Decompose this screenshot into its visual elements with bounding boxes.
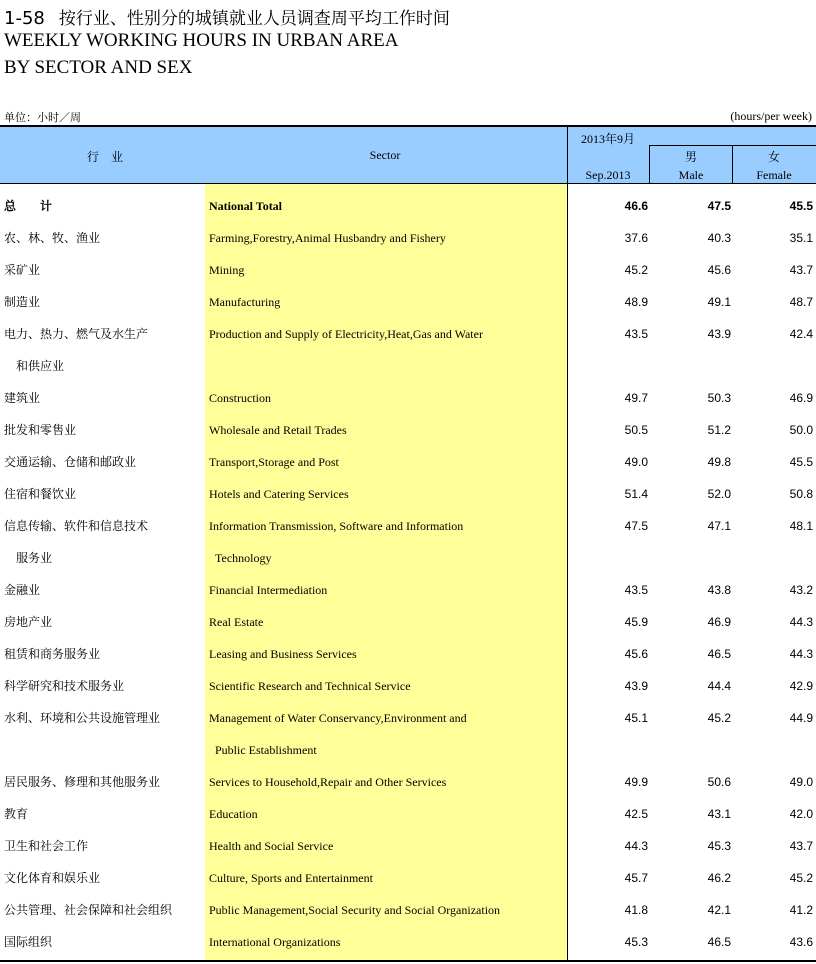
top-rule bbox=[0, 125, 816, 127]
value-male: 46.2 bbox=[707, 871, 731, 885]
value-male: 49.1 bbox=[707, 295, 731, 309]
value-female: 45.5 bbox=[789, 455, 813, 469]
value-total: 45.7 bbox=[624, 871, 648, 885]
table-row-continuation bbox=[0, 734, 816, 766]
sector-name-cn-cont: 和供应业 bbox=[16, 359, 65, 373]
sector-name-cn: 建筑业 bbox=[4, 391, 41, 405]
sector-name-en-cont: Technology bbox=[215, 551, 272, 565]
value-male: 46.9 bbox=[707, 615, 731, 629]
sector-name-cn: 农、林、牧、渔业 bbox=[4, 231, 101, 245]
sector-name-cn: 交通运输、仓储和邮政业 bbox=[4, 455, 137, 469]
value-female: 48.1 bbox=[789, 519, 813, 533]
sector-name-en: Farming,Forestry,Animal Husbandry and Fishery bbox=[209, 231, 446, 245]
value-male: 47.5 bbox=[707, 199, 731, 213]
value-total: 49.0 bbox=[624, 455, 648, 469]
table-row bbox=[0, 254, 816, 286]
sector-name-en: Public Management,Social Security and Social Organization bbox=[209, 903, 501, 917]
value-male: 45.3 bbox=[707, 839, 731, 853]
header-female-en: Female bbox=[756, 168, 792, 182]
value-male: 51.2 bbox=[707, 423, 731, 437]
value-male: 43.8 bbox=[707, 583, 731, 597]
sector-name-en: Culture, Sports and Entertainment bbox=[209, 871, 373, 885]
sector-name-en: International Organizations bbox=[209, 935, 341, 949]
sector-name-en: Real Estate bbox=[209, 615, 264, 629]
value-total: 45.9 bbox=[624, 615, 648, 629]
value-female: 43.7 bbox=[789, 839, 813, 853]
value-male: 47.1 bbox=[707, 519, 731, 533]
sector-name-en: Transport,Storage and Post bbox=[209, 455, 339, 469]
table-row bbox=[0, 606, 816, 638]
value-female: 50.8 bbox=[789, 487, 813, 501]
value-male: 45.6 bbox=[707, 263, 731, 277]
value-total: 45.2 bbox=[624, 263, 648, 277]
value-female: 49.0 bbox=[789, 775, 813, 789]
value-total: 46.6 bbox=[624, 199, 648, 213]
value-total: 43.9 bbox=[624, 679, 648, 693]
table-row bbox=[0, 638, 816, 670]
table-row-continuation bbox=[0, 350, 816, 382]
value-female: 44.3 bbox=[789, 615, 813, 629]
value-female: 42.9 bbox=[789, 679, 813, 693]
value-total: 45.6 bbox=[624, 647, 648, 661]
sector-name-cn: 科学研究和技术服务业 bbox=[4, 679, 125, 693]
value-male: 45.2 bbox=[707, 711, 731, 725]
value-female: 44.9 bbox=[789, 711, 813, 725]
sector-name-en: Financial Intermediation bbox=[209, 583, 328, 597]
value-total: 43.5 bbox=[624, 327, 648, 341]
table-row bbox=[0, 510, 816, 542]
header-male-cn: 男 bbox=[684, 150, 697, 164]
value-male: 49.8 bbox=[707, 455, 731, 469]
value-female: 35.1 bbox=[789, 231, 813, 245]
subheader-rule bbox=[650, 145, 816, 146]
sector-name-cn: 房地产业 bbox=[4, 615, 53, 629]
value-male: 40.3 bbox=[707, 231, 731, 245]
value-male: 46.5 bbox=[707, 935, 731, 949]
sector-name-en: Leasing and Business Services bbox=[209, 647, 357, 661]
table-title-chinese bbox=[4, 4, 450, 30]
unit-label-english: (hours/per week) bbox=[730, 109, 812, 123]
value-female: 41.2 bbox=[789, 903, 813, 917]
header-female-cn: 女 bbox=[767, 150, 780, 164]
value-total: 48.9 bbox=[624, 295, 648, 309]
value-total: 47.5 bbox=[624, 519, 648, 533]
value-female: 46.9 bbox=[789, 391, 813, 405]
unit-label-chinese: 单位：小时／周 bbox=[4, 111, 81, 124]
table-row bbox=[0, 318, 816, 350]
value-male: 46.5 bbox=[707, 647, 731, 661]
sector-name-cn: 批发和零售业 bbox=[4, 423, 77, 437]
value-male: 52.0 bbox=[707, 487, 731, 501]
table-row bbox=[0, 702, 816, 734]
value-total: 45.3 bbox=[624, 935, 648, 949]
table-row bbox=[0, 862, 816, 894]
table-row bbox=[0, 190, 816, 222]
header-sector-en: Sector bbox=[369, 148, 401, 162]
table-row bbox=[0, 286, 816, 318]
table-row bbox=[0, 798, 816, 830]
title-english-line2: BY SECTOR AND SEX bbox=[4, 57, 193, 78]
value-male: 42.1 bbox=[707, 903, 731, 917]
sector-name-en: Mining bbox=[209, 263, 245, 277]
header-male-en: Male bbox=[678, 168, 704, 182]
sector-name-en: Manufacturing bbox=[209, 295, 281, 309]
sector-name-en: Scientific Research and Technical Service bbox=[209, 679, 411, 693]
table-row bbox=[0, 830, 816, 862]
sector-name-cn: 水利、环境和公共设施管理业 bbox=[4, 711, 161, 725]
value-total: 50.5 bbox=[624, 423, 648, 437]
sector-name-cn: 教育 bbox=[4, 807, 29, 821]
table-row bbox=[0, 894, 816, 926]
header-sector-cn: 行 业 bbox=[86, 150, 123, 164]
sector-name-en: Hotels and Catering Services bbox=[209, 487, 349, 501]
table-row bbox=[0, 478, 816, 510]
sector-name-en: National Total bbox=[209, 199, 283, 213]
value-female: 42.4 bbox=[789, 327, 813, 341]
value-total: 45.1 bbox=[624, 711, 648, 725]
sector-name-cn: 住宿和餐饮业 bbox=[4, 487, 77, 501]
sector-name-en-cont: Public Establishment bbox=[215, 743, 317, 757]
value-male: 44.4 bbox=[707, 679, 731, 693]
value-total: 37.6 bbox=[624, 231, 648, 245]
table-row bbox=[0, 382, 816, 414]
value-male: 43.1 bbox=[707, 807, 731, 821]
sector-name-cn: 卫生和社会工作 bbox=[4, 839, 89, 853]
value-total: 44.3 bbox=[624, 839, 648, 853]
bottom-rule bbox=[0, 960, 816, 962]
sector-name-cn: 国际组织 bbox=[4, 935, 53, 949]
sector-name-cn: 制造业 bbox=[4, 295, 41, 309]
header-period-cn: 2013年9月 bbox=[580, 132, 635, 146]
value-female: 48.7 bbox=[789, 295, 813, 309]
value-total: 41.8 bbox=[624, 903, 648, 917]
sector-name-cn: 采矿业 bbox=[4, 263, 41, 277]
value-female: 43.2 bbox=[789, 583, 813, 597]
header-period-en: Sep.2013 bbox=[585, 168, 631, 182]
sector-name-en: Education bbox=[209, 807, 258, 821]
sector-name-cn: 电力、热力、燃气及水生产 bbox=[4, 327, 149, 341]
sector-name-en: Information Transmission, Software and Information bbox=[209, 519, 464, 533]
header-bottom-rule bbox=[0, 183, 816, 184]
sector-name-cn: 公共管理、社会保障和社会组织 bbox=[4, 903, 173, 917]
title-english-line1: WEEKLY WORKING HOURS IN URBAN AREA bbox=[4, 30, 399, 51]
value-male: 50.6 bbox=[707, 775, 731, 789]
table-row bbox=[0, 926, 816, 958]
value-total: 51.4 bbox=[624, 487, 648, 501]
value-female: 44.3 bbox=[789, 647, 813, 661]
title-chinese-text: 按行业、性别分的城镇就业人员调查周平均工作时间 bbox=[58, 9, 450, 29]
table-row bbox=[0, 414, 816, 446]
table-row bbox=[0, 222, 816, 254]
sector-name-cn: 文化体育和娱乐业 bbox=[4, 871, 101, 885]
value-female: 43.7 bbox=[789, 263, 813, 277]
table-row bbox=[0, 766, 816, 798]
sector-name-en: Production and Supply of Electricity,Heat,Gas and Water bbox=[209, 327, 483, 341]
sector-name-cn-cont: 服务业 bbox=[16, 551, 53, 565]
sector-name-cn: 居民服务、修理和其他服务业 bbox=[4, 775, 161, 789]
sector-name-cn: 信息传输、软件和信息技术 bbox=[4, 519, 149, 533]
sector-name-en: Management of Water Conservancy,Environment and bbox=[209, 711, 467, 725]
table-row-continuation bbox=[0, 542, 816, 574]
sector-name-cn: 总 计 bbox=[4, 199, 53, 213]
value-total: 43.5 bbox=[624, 583, 648, 597]
sector-name-en: Health and Social Service bbox=[209, 839, 334, 853]
sector-name-cn: 租赁和商务服务业 bbox=[4, 647, 101, 661]
table-number: 1-58 bbox=[4, 8, 45, 29]
value-female: 45.2 bbox=[789, 871, 813, 885]
sector-name-en: Wholesale and Retail Trades bbox=[209, 423, 347, 437]
value-female: 45.5 bbox=[789, 199, 813, 213]
value-total: 49.9 bbox=[624, 775, 648, 789]
sector-name-cn: 金融业 bbox=[4, 583, 41, 597]
sector-name-en: Construction bbox=[209, 391, 271, 405]
value-male: 43.9 bbox=[707, 327, 731, 341]
value-female: 50.0 bbox=[789, 423, 813, 437]
table-row bbox=[0, 446, 816, 478]
value-total: 42.5 bbox=[624, 807, 648, 821]
value-total: 49.7 bbox=[624, 391, 648, 405]
value-female: 42.0 bbox=[789, 807, 813, 821]
sector-name-en: Services to Household,Repair and Other Services bbox=[209, 775, 447, 789]
value-male: 50.3 bbox=[707, 391, 731, 405]
value-female: 43.6 bbox=[789, 935, 813, 949]
table-row bbox=[0, 670, 816, 702]
table-row bbox=[0, 574, 816, 606]
